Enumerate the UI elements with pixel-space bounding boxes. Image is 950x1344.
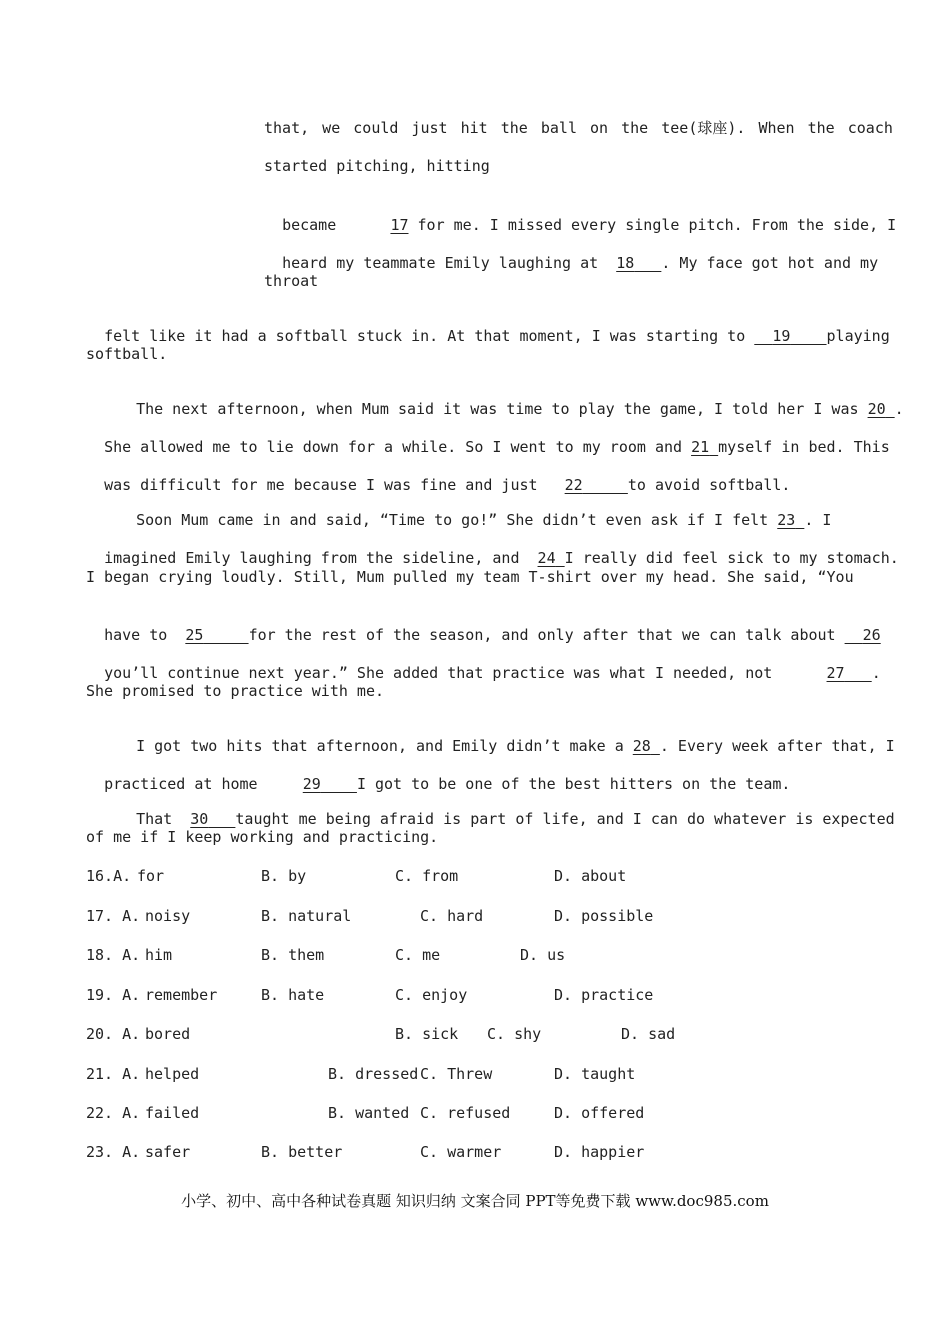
passage-line bbox=[86, 306, 890, 346]
option-a: for bbox=[137, 867, 165, 885]
passage-line: She promised to practice with me. bbox=[86, 682, 385, 700]
option-c: C. from bbox=[395, 867, 459, 885]
blank-20: 20 bbox=[867, 400, 886, 418]
option-a: failed bbox=[145, 1104, 200, 1122]
option-b: B. them bbox=[261, 946, 325, 964]
text: taught me being afraid is part of life, and I can do whatever is expected bbox=[235, 810, 895, 828]
text: myself in bed. This bbox=[718, 438, 890, 456]
blank-21: 21 bbox=[691, 438, 710, 456]
option-b: B. better bbox=[261, 1143, 343, 1161]
text: playing bbox=[826, 327, 890, 345]
passage-line bbox=[86, 643, 881, 683]
passage-line bbox=[118, 379, 904, 419]
passage-line: throat bbox=[264, 272, 319, 290]
passage-line bbox=[264, 233, 878, 273]
blank-30: 30 bbox=[190, 810, 209, 828]
text: . Every week after that, I bbox=[659, 737, 895, 755]
option-c: C. refused bbox=[420, 1104, 511, 1122]
option-a: him bbox=[145, 946, 173, 964]
text: The next afternoon, when Mum said it was time to play the game, I told her I was bbox=[136, 400, 859, 418]
option-b: B. wanted bbox=[328, 1104, 410, 1122]
text: . My face got hot and my bbox=[661, 254, 879, 272]
option-a: helped bbox=[145, 1065, 200, 1083]
option-b: B. by bbox=[261, 867, 307, 885]
option-d: D. sad bbox=[621, 1025, 676, 1043]
text: imagined Emily laughing from the sideline, and bbox=[104, 549, 520, 567]
question-number: 19. A. bbox=[86, 986, 141, 1004]
question-number: 22. A. bbox=[86, 1104, 141, 1122]
text: . bbox=[871, 664, 881, 682]
passage-line bbox=[86, 605, 881, 645]
option-c: C. Threw bbox=[420, 1065, 493, 1083]
option-b: B. natural bbox=[261, 907, 352, 925]
text: I got two hits that afternoon, and Emily didn’t make a bbox=[136, 737, 624, 755]
text: That bbox=[136, 810, 173, 828]
text: heard my teammate Emily laughing at bbox=[282, 254, 599, 272]
option-d: D. practice bbox=[554, 986, 654, 1004]
blank-25: 25 bbox=[185, 626, 204, 644]
text: to avoid softball. bbox=[627, 476, 791, 494]
option-a: noisy bbox=[145, 907, 191, 925]
text: became bbox=[282, 216, 337, 234]
passage-line bbox=[86, 455, 790, 495]
blank-23: 23 bbox=[777, 511, 796, 529]
blank-28: 28 bbox=[632, 737, 651, 755]
question-number: 18. A. bbox=[86, 946, 141, 964]
passage-line: of me if I keep working and practicing. bbox=[86, 828, 439, 846]
passage-line: started pitching, hitting bbox=[264, 157, 490, 175]
text: . I bbox=[804, 511, 832, 529]
question-number: 16.A. bbox=[86, 867, 132, 885]
text: you’ll continue next year.” She added that practice was what I needed, not bbox=[104, 664, 773, 682]
option-c: C. me bbox=[395, 946, 441, 964]
passage-line bbox=[86, 417, 890, 457]
question-number: 21. A. bbox=[86, 1065, 141, 1083]
passage-line bbox=[118, 490, 831, 530]
option-d: D. happier bbox=[554, 1143, 645, 1161]
passage-line bbox=[86, 528, 899, 568]
option-b: B. sick bbox=[395, 1025, 459, 1043]
option-d: D. taught bbox=[554, 1065, 636, 1083]
passage-line: that, we could just hit the ball on the tee(球座). When the coach bbox=[264, 119, 893, 137]
blank-22: 22 bbox=[564, 476, 583, 494]
passage-line: I began crying loudly. Still, Mum pulled my team T-shirt over my head. She said, “You bbox=[86, 568, 854, 586]
passage-line bbox=[264, 195, 896, 235]
page-footer: 小学、初中、高中各种试卷真题 知识归纳 文案合同 PPT等免费下载 www.doc985.com bbox=[181, 1192, 769, 1210]
option-c: C. shy bbox=[487, 1025, 542, 1043]
text: was difficult for me because I was fine and just bbox=[104, 476, 538, 494]
passage-line bbox=[86, 754, 790, 794]
option-a: remember bbox=[145, 986, 218, 1004]
question-number: 20. A. bbox=[86, 1025, 141, 1043]
option-d: D. us bbox=[520, 946, 566, 964]
question-number: 17. A. bbox=[86, 907, 141, 925]
blank-29: 29 bbox=[302, 775, 321, 793]
option-b: B. dressed bbox=[328, 1065, 419, 1083]
blank-26: 26 bbox=[862, 626, 881, 644]
text: for the rest of the season, and only after that we can talk about bbox=[248, 626, 836, 644]
blank-17: 17 bbox=[390, 216, 409, 234]
option-a: bored bbox=[145, 1025, 191, 1043]
text: . bbox=[894, 400, 904, 418]
text: Soon Mum came in and said, “Time to go!” She didn’t even ask if I felt bbox=[136, 511, 769, 529]
question-number: 23. A. bbox=[86, 1143, 141, 1161]
option-c: C. hard bbox=[420, 907, 484, 925]
blank-24: 24 bbox=[537, 549, 556, 567]
text: have to bbox=[104, 626, 168, 644]
option-d: D. possible bbox=[554, 907, 654, 925]
blank-18: 18 bbox=[616, 254, 635, 272]
text: felt like it had a softball stuck in. At that moment, I was starting to bbox=[104, 327, 746, 345]
text: She allowed me to lie down for a while. So I went to my room and bbox=[104, 438, 683, 456]
passage-line bbox=[118, 716, 895, 756]
blank-19: 19 bbox=[772, 327, 791, 345]
option-c: C. enjoy bbox=[395, 986, 468, 1004]
option-a: safer bbox=[145, 1143, 191, 1161]
option-c: C. warmer bbox=[420, 1143, 502, 1161]
passage-line: softball. bbox=[86, 345, 168, 363]
text: I got to be one of the best hitters on the team. bbox=[356, 775, 791, 793]
blank-27: 27 bbox=[826, 664, 845, 682]
text: for me. I missed every single pitch. From the side, I bbox=[417, 216, 897, 234]
option-d: D. about bbox=[554, 867, 627, 885]
option-d: D. offered bbox=[554, 1104, 645, 1122]
text: I really did feel sick to my stomach. bbox=[564, 549, 899, 567]
passage-line bbox=[118, 789, 895, 829]
text: practiced at home bbox=[104, 775, 258, 793]
option-b: B. hate bbox=[261, 986, 325, 1004]
